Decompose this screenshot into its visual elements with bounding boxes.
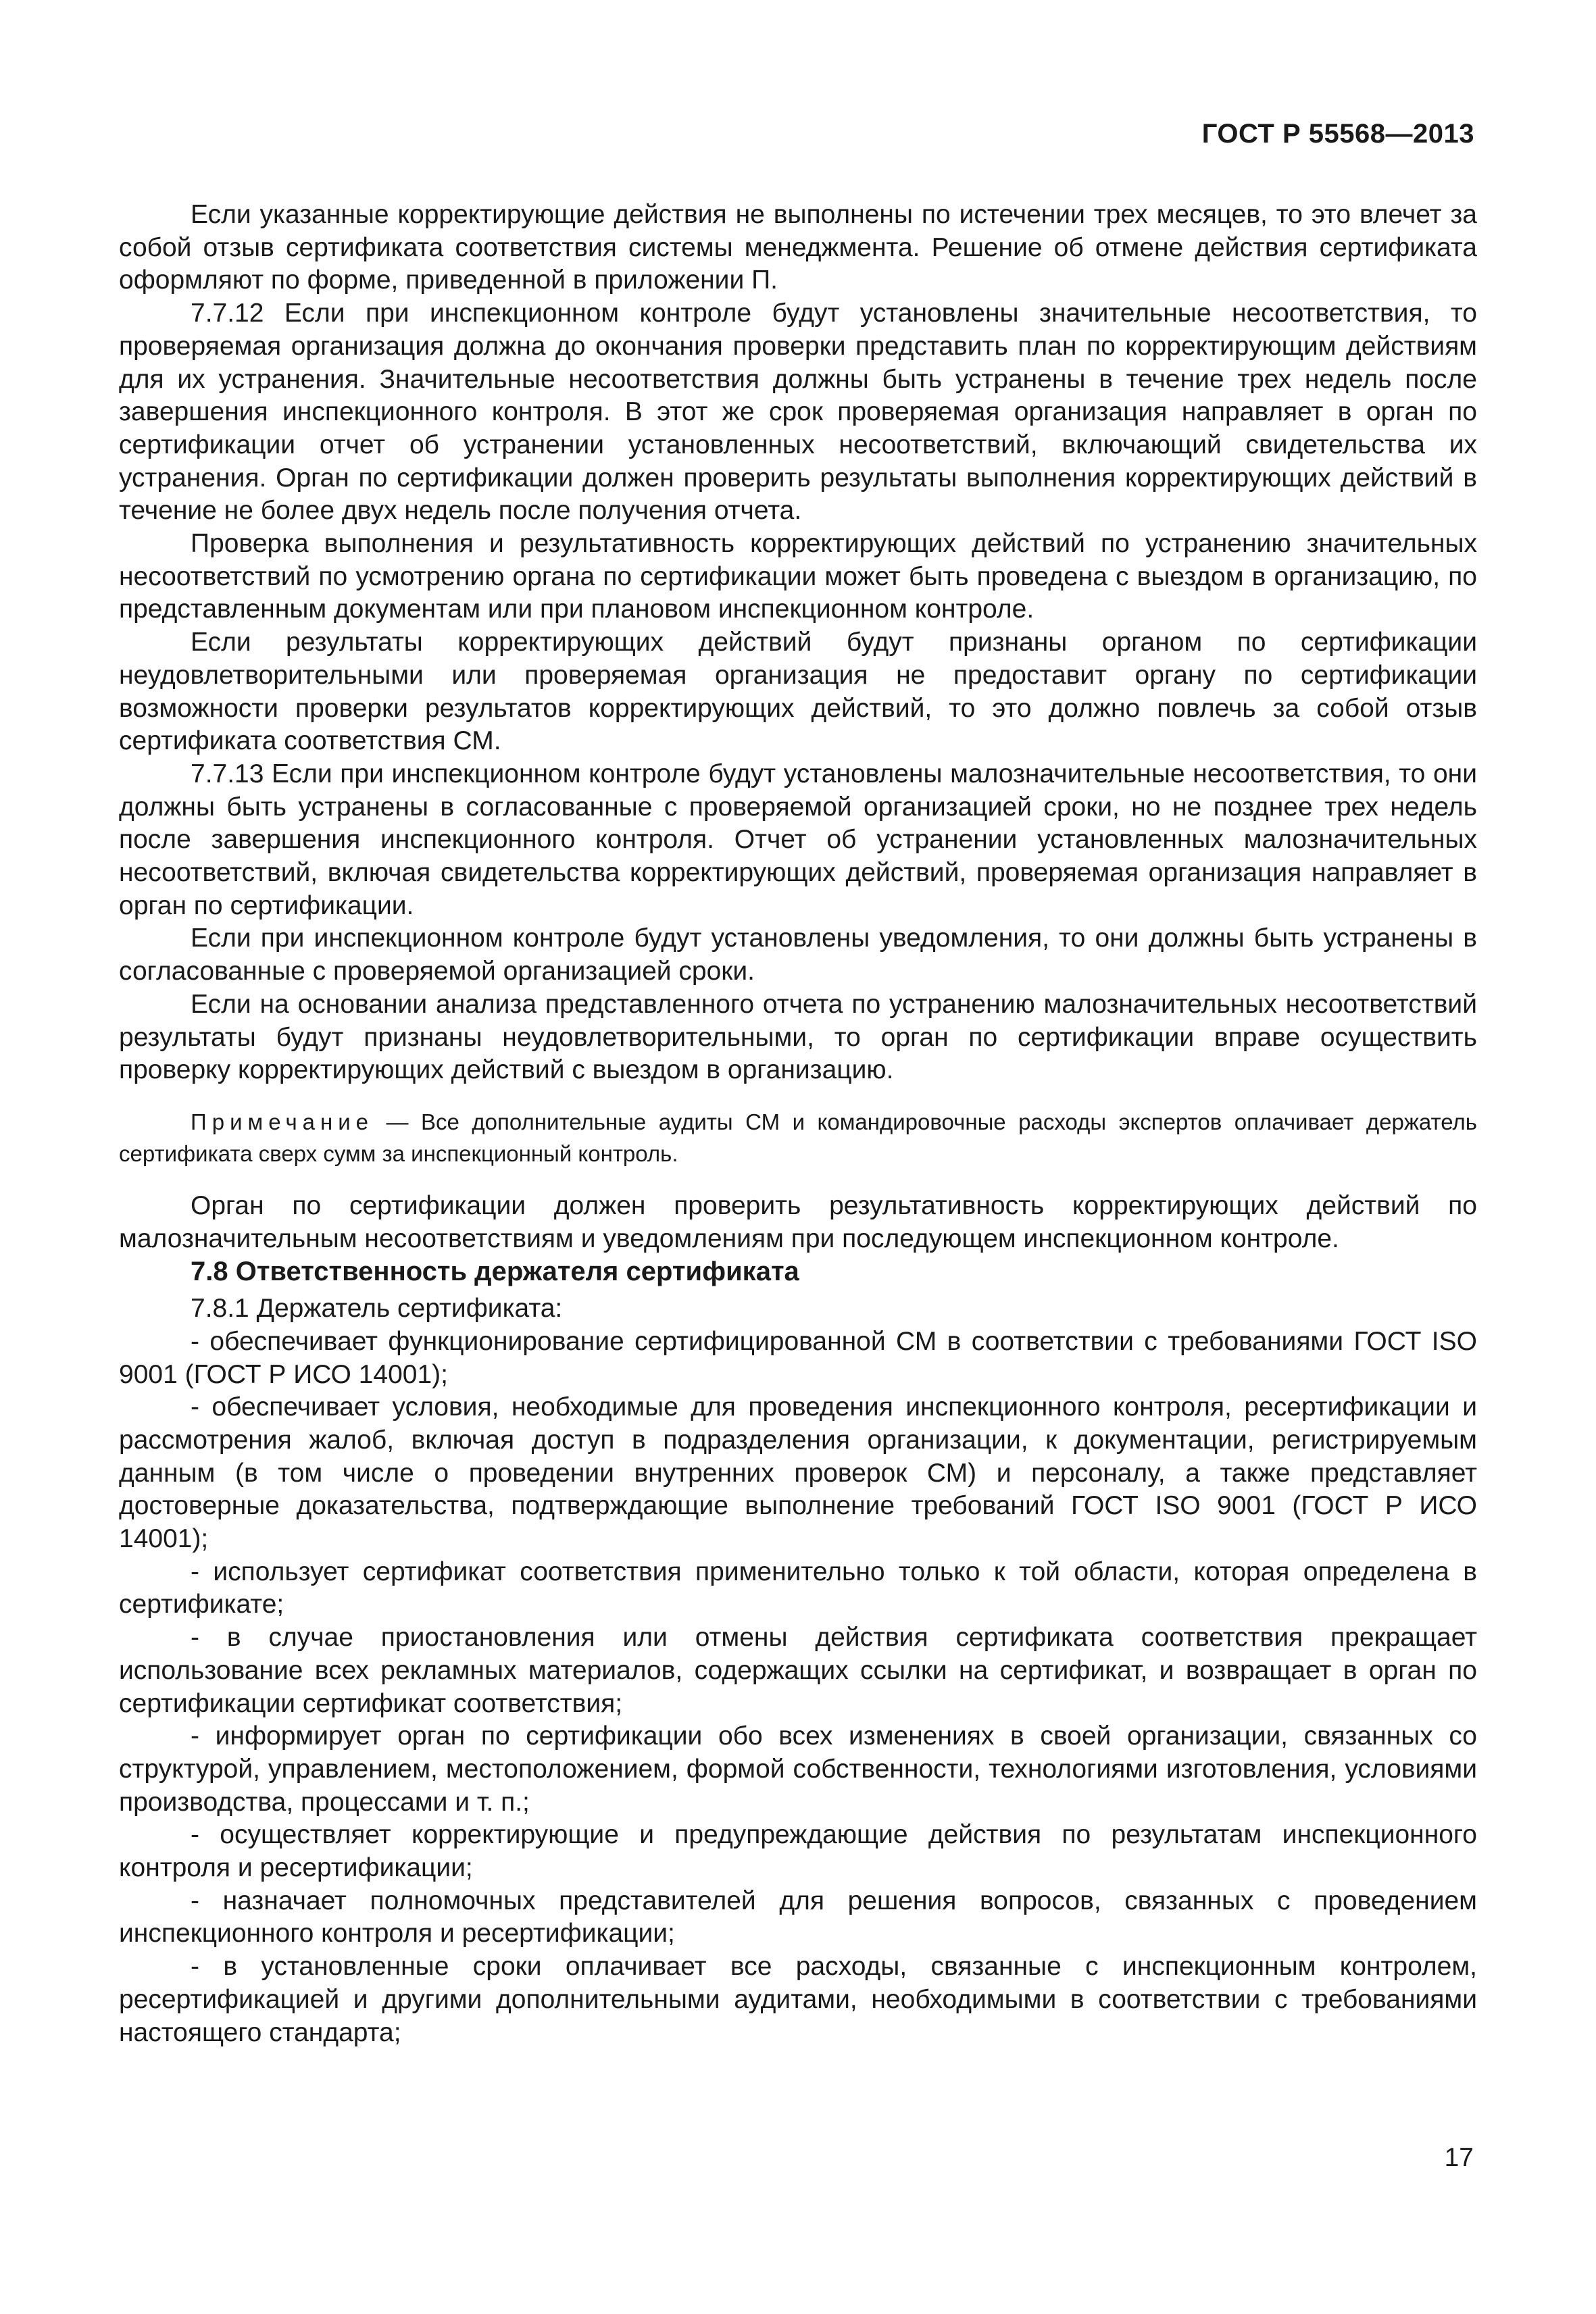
list-item: - осуществляет корректирующие и предупреждающие действия по результатам инспекционного контроля и ресертификации; — [119, 1820, 1477, 1883]
list-item: - использует сертификат соответствия применительно только к той области, которая определена в сертификате; — [119, 1557, 1477, 1619]
document-number: ГОСТ Р 55568—2013 — [1201, 119, 1474, 149]
page-number: 17 — [1444, 2143, 1474, 2172]
paragraph: Проверка выполнения и результативность корректирующих действий по устранению значительных несоответствий по усмотрению органа по сертификации может быть проведена с выездом в организацию, по представленным документам или при плановом инспекционном контроле. — [119, 529, 1477, 624]
note — [119, 1106, 1477, 1169]
list-item: - назначает полномочных представителей для решения вопросов, связанных с проведением инспекционного контроля и ресертификации; — [119, 1886, 1477, 1948]
paragraph: Если указанные корректирующие действия не выполнены по истечении трех месяцев, то это влечет за собой отзыв сертификата соответствия системы менеджмента. Решение об отмене действия сертификата оформляют по форме, приведенной в приложении П. — [119, 200, 1477, 295]
list-item: - обеспечивает условия, необходимые для проведения инспекционного контроля, ресертификации и рассмотрения жалоб, включая доступ в подразделения организации, к документации, регистрируемым данным (в том числе о проведении внутренних проверок СМ) и персоналу, а также представляет достоверные доказательства, подтверждающие выполнение требований ГОСТ ISO 9001 (ГОСТ Р ИСО 14001); — [119, 1392, 1477, 1554]
clause-7-8-1: 7.8.1 Держатель сертификата: — [191, 1294, 563, 1324]
section-heading: 7.8 Ответственность держателя сертификата — [191, 1257, 799, 1287]
paragraph: Орган по сертификации должен проверить результативность корректирующих действий по малозначительным несоответствиям и уведомлениям при последующем инспекционном контроле. — [119, 1190, 1477, 1253]
list-item: - в установленные сроки оплачивает все расходы, связанные с инспекционным контролем, ресертификацией и другими дополнительными аудитами, необходимыми в соответствии с требованиями настоящего стандарта; — [119, 1952, 1477, 2047]
paragraph-7-7-13: 7.7.13 Если при инспекционном контроле будут установлены малозначительные несоответствия, то они должны быть устранены в согласованные с проверяемой организацией сроки, но не позднее трех недель после завершения инспекционного контроля. Отчет об устранении установленных малозначительных несоответствий, включая свидетельства корректирующих действий, проверяемая организация направляет в орган по сертификации. — [119, 759, 1477, 920]
paragraph: Если при инспекционном контроле будут установлены уведомления, то они должны быть устранены в согласованные с проверяемой организацией сроки. — [119, 924, 1477, 986]
list-item: - в случае приостановления или отмены действия сертификата соответствия прекращает использование всех рекламных материалов, содержащих ссылки на сертификат, и возвращает в орган по сертификации сертификат соответствия; — [119, 1623, 1477, 1718]
note-label: Примечание — [191, 1109, 374, 1134]
page-body — [119, 199, 1477, 2049]
paragraph: Если на основании анализа представленного отчета по устранению малозначительных несоответствий результаты будут признаны неудовлетворительными, то орган по сертификации вправе осуществить проверку корректирующих действий с выездом в организацию. — [119, 989, 1477, 1085]
list-item: - информирует орган по сертификации обо всех изменениях в своей организации, связанных со структурой, управлением, местоположением, формой собственности, технологиями изготовления, условиями производства, процессами и т. п.; — [119, 1721, 1477, 1817]
list-item: - обеспечивает функционирование сертифицированной СМ в соответствии с требованиями ГОСТ ISO 9001 (ГОСТ Р ИСО 14001); — [119, 1326, 1477, 1389]
paragraph-7-7-12: 7.7.12 Если при инспекционном контроле будут установлены значительные несоответствия, то проверяемая организация должна до окончания проверки представить план по корректирующим действиям для их устранения. Значительные несоответствия должны быть устранены в течение трех недель после завершения инспекционного контроля. В этот же срок проверяемая организация направляет в орган по сертификации отчет об устранении установленных несоответствий, включающий свидетельства их устранения. Орган по сертификации должен проверить результаты выполнения корректирующих действий в течение не более двух недель после получения отчета. — [119, 299, 1477, 526]
paragraph: Если результаты корректирующих действий будут признаны органом по сертификации неудовлетворительными или проверяемая организация не предоставит органу по сертификации возможности проверки результатов корректирующих действий, то это должно повлечь за собой отзыв сертификата соответствия СМ. — [119, 628, 1477, 756]
note-text: — Все дополнительные аудиты СМ и командировочные расходы экспертов оплачивает держатель сертификата сверх сумм за инспекционный контроль. — [119, 1109, 1477, 1166]
